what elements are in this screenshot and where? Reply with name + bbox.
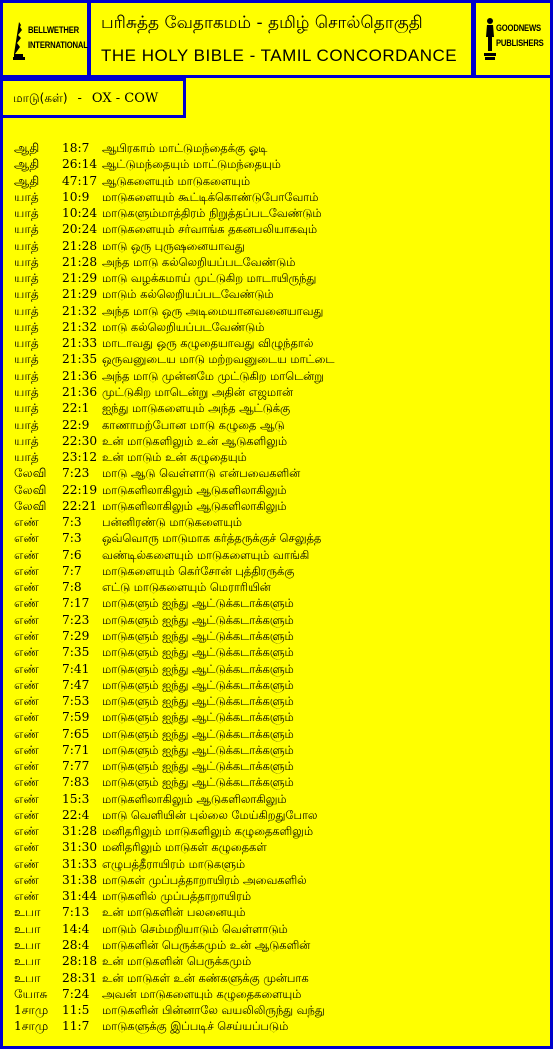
verse-ref: 7:59 [62, 710, 90, 725]
book-abbrev: 1சாமு [14, 1003, 49, 1018]
verse-ref: 22:30 [62, 433, 98, 448]
verse-ref: 28:18 [62, 954, 98, 969]
verse-text: உன் மாடுகளின் பலனையும் [102, 905, 246, 920]
verse-ref: 15:3 [62, 791, 90, 806]
book-abbrev: எண் [14, 824, 40, 839]
verse-text: ஆடுகளையும் மாடுகளையும் [102, 173, 251, 188]
verse-ref: 21:36 [62, 368, 98, 383]
list-item [14, 807, 544, 823]
verse-text: எட்டு மாடுகளையும் மெராரியின் [102, 580, 271, 595]
verse-text: மாடுகளும் ஐந்து ஆட்டுக்கடாக்களும் [102, 742, 294, 757]
concordance-list [14, 140, 544, 1035]
verse-ref: 22:19 [62, 482, 98, 497]
book-abbrev: எண் [14, 563, 40, 578]
verse-text: மாடுகளும் ஐந்து ஆட்டுக்கடாக்களும் [102, 596, 294, 611]
book-abbrev: யோசு [14, 986, 48, 1001]
list-item [14, 709, 544, 725]
book-abbrev: எண் [14, 759, 40, 774]
book-abbrev: எண் [14, 628, 40, 643]
list-item [14, 514, 544, 530]
verse-ref: 14:4 [62, 921, 90, 936]
verse-ref: 7:24 [62, 986, 90, 1001]
book-abbrev: யாத் [14, 319, 39, 334]
list-item [14, 384, 544, 400]
verse-ref: 21:35 [62, 352, 98, 367]
book-abbrev: லேவி [14, 466, 47, 481]
verse-text: மாடுகளும் ஐந்து ஆட்டுக்கடாக்களும் [102, 759, 294, 774]
verse-ref: 7:71 [62, 742, 90, 757]
verse-text: மாடு வெளியின் புல்லை மேய்கிறதுபோல [102, 807, 318, 822]
title-tamil: பரிசுத்த வேதாகமம் - தமிழ் சொல்தொகுதி [101, 13, 423, 33]
verse-text: மாடுகளும் ஐந்து ஆட்டுக்கடாக்களும் [102, 612, 294, 627]
verse-ref: 7:83 [62, 775, 90, 790]
list-item [14, 921, 544, 937]
book-abbrev: எண் [14, 791, 40, 806]
verse-text: மாடும் கல்லெறியப்படவேண்டும் [102, 287, 274, 302]
list-item [14, 173, 544, 189]
verse-ref: 7:17 [62, 596, 90, 611]
book-abbrev: எண் [14, 856, 40, 871]
list-item [14, 758, 544, 774]
goodnews-logo-text: GOODNEWS PUBLISHERS [496, 23, 544, 48]
goodnews-logo [473, 0, 553, 78]
book-abbrev: எண் [14, 580, 40, 595]
list-item [14, 937, 544, 953]
book-abbrev: யாத் [14, 238, 39, 253]
verse-ref: 22:9 [62, 417, 90, 432]
list-item [14, 270, 544, 286]
title-banner [88, 0, 474, 78]
verse-text: மாடுகளும் ஐந்து ஆட்டுக்கடாக்களும் [102, 726, 294, 741]
verse-text: மாடுகளின் பெருக்கமும் உன் ஆடுகளின் [102, 938, 311, 953]
book-abbrev: எண் [14, 596, 40, 611]
book-abbrev: எண் [14, 661, 40, 676]
verse-ref: 7:13 [62, 905, 90, 920]
list-item [14, 189, 544, 205]
list-item [14, 368, 544, 384]
list-item [14, 433, 544, 449]
book-abbrev: உபா [14, 938, 41, 953]
verse-ref: 23:12 [62, 450, 98, 465]
bellwether-logo [0, 0, 90, 78]
verse-text: மாடும் செம்மறியாடும் வெள்ளாடும் [102, 921, 288, 936]
book-abbrev: ஆதி [14, 157, 40, 172]
verse-text: ஐந்து மாடுகளையும் அந்த ஆட்டுக்கு [102, 401, 291, 416]
list-item [14, 823, 544, 839]
list-item [14, 303, 544, 319]
book-abbrev: யாத் [14, 303, 39, 318]
verse-ref: 26:14 [62, 157, 98, 172]
verse-text: மாடுகளுக்கு இப்படிச் செய்யப்படும் [102, 1019, 289, 1034]
verse-text: மாடுகளையும் சர்வாங்க தகனபலியாகவும் [102, 222, 318, 237]
book-abbrev: எண் [14, 775, 40, 790]
list-item [14, 856, 544, 872]
verse-ref: 7:77 [62, 759, 90, 774]
book-abbrev: யாத் [14, 189, 39, 204]
verse-ref: 7:41 [62, 661, 90, 676]
heading-tamil: மாடு(கள்) [13, 91, 68, 105]
book-abbrev: யாத் [14, 384, 39, 399]
book-abbrev: 1சாமு [14, 1019, 49, 1034]
verse-ref: 28:4 [62, 938, 90, 953]
verse-ref: 7:53 [62, 694, 90, 709]
book-abbrev: யாத் [14, 417, 39, 432]
list-item [14, 254, 544, 270]
verse-ref: 31:33 [62, 856, 98, 871]
list-item [14, 417, 544, 433]
book-abbrev: ஆதி [14, 173, 40, 188]
verse-text: எழுபத்தீராயிரம் மாடுகளும் [102, 856, 246, 871]
verse-text: அந்த மாடு முன்னமே முட்டுகிற மாடென்று [102, 368, 324, 383]
verse-text: உன் மாடுகள் உன் கண்களுக்கு முன்பாக [102, 970, 309, 985]
book-abbrev: எண் [14, 515, 40, 530]
verse-ref: 31:28 [62, 824, 98, 839]
goodnews-icon [483, 17, 497, 61]
list-item [14, 449, 544, 465]
list-item [14, 742, 544, 758]
entry-heading [13, 91, 158, 107]
book-abbrev: உபா [14, 905, 41, 920]
verse-text: முட்டுகிற மாடென்று அதின் எஜமான் [102, 384, 294, 399]
verse-text: மாடாவது ஒரு கழுதையாவது விழுந்தால் [102, 336, 314, 351]
verse-ref: 7:6 [62, 547, 82, 562]
book-abbrev: எண் [14, 710, 40, 725]
list-item [14, 986, 544, 1002]
book-abbrev: உபா [14, 970, 41, 985]
verse-ref: 22:1 [62, 401, 90, 416]
bellwether-logo-text: BELLWETHER INTERNATIONAL [28, 25, 88, 50]
list-item [14, 319, 544, 335]
list-item [14, 774, 544, 790]
verse-text: ஒருவனுடைய மாடு மற்றவனுடைய மாட்டை [102, 352, 335, 367]
verse-text: உன் மாடுகளின் பெருக்கமும் [102, 954, 252, 969]
verse-ref: 31:30 [62, 840, 98, 855]
book-abbrev: எண் [14, 531, 40, 546]
list-item [14, 579, 544, 595]
bellwether-icon [11, 21, 27, 61]
verse-text: மாடுகளும் ஐந்து ஆட்டுக்கடாக்களும் [102, 645, 294, 660]
verse-ref: 7:47 [62, 677, 90, 692]
list-item [14, 563, 544, 579]
verse-text: மனிதரிலும் மாடுகளிலும் கழுதைகளிலும் [102, 824, 314, 839]
verse-ref: 7:23 [62, 466, 90, 481]
book-abbrev: யாத் [14, 401, 39, 416]
entry-heading-box [0, 78, 186, 118]
verse-text: மாடுகளும் ஐந்து ஆட்டுக்கடாக்களும் [102, 775, 294, 790]
verse-text: வண்டில்களையும் மாடுகளையும் வாங்கி [102, 547, 310, 562]
verse-text: ஆட்டுமந்தையும் மாட்டுமந்தையும் [102, 157, 281, 172]
verse-text: மாடுகளின் பின்னாலே வயலிலிருந்து வந்து [102, 1003, 325, 1018]
book-abbrev: யாத் [14, 368, 39, 383]
verse-ref: 7:65 [62, 726, 90, 741]
heading-english: OX - COW [91, 91, 159, 106]
list-item [14, 726, 544, 742]
list-item [14, 595, 544, 611]
verse-ref: 20:24 [62, 222, 98, 237]
title-english: THE HOLY BIBLE - TAMIL CONCORDANCE [101, 46, 458, 65]
verse-text: மாடுகளும் ஐந்து ஆட்டுக்கடாக்களும் [102, 661, 294, 676]
verse-text: மாடுகளிலாகிலும் ஆடுகளிலாகிலும் [102, 482, 287, 497]
book-abbrev: எண் [14, 840, 40, 855]
book-abbrev: யாத் [14, 433, 39, 448]
book-abbrev: யாத் [14, 287, 39, 302]
verse-text: மாடுகளும் ஐந்து ஆட்டுக்கடாக்களும் [102, 710, 294, 725]
verse-text: அந்த மாடு ஒரு அடிமையானவனையாவது [102, 303, 324, 318]
verse-ref: 22:4 [62, 807, 90, 822]
verse-text: மாடுகளும் ஐந்து ஆட்டுக்கடாக்களும் [102, 628, 294, 643]
verse-text: பன்னிரண்டு மாடுகளையும் [102, 515, 242, 530]
verse-ref: 21:36 [62, 384, 98, 399]
list-item [14, 156, 544, 172]
verse-ref: 7:3 [62, 515, 82, 530]
list-item [14, 904, 544, 920]
list-item [14, 498, 544, 514]
verse-ref: 7:29 [62, 628, 90, 643]
list-item [14, 205, 544, 221]
list-item [14, 693, 544, 709]
list-item [14, 482, 544, 498]
heading-dash: - [77, 91, 82, 106]
book-abbrev: உபா [14, 954, 41, 969]
verse-text: மாடு ஒரு புருஷனையாவது [102, 238, 245, 253]
list-item [14, 644, 544, 660]
verse-ref: 21:29 [62, 287, 98, 302]
book-abbrev: எண் [14, 547, 40, 562]
verse-text: மாடு ஆடு வெள்ளாடு என்பவைகளின் [102, 466, 301, 481]
book-abbrev: யாத் [14, 222, 39, 237]
verse-ref: 47:17 [62, 173, 98, 188]
list-item [14, 400, 544, 416]
book-abbrev: யாத் [14, 206, 39, 221]
book-abbrev: ஆதி [14, 141, 40, 155]
verse-ref: 7:35 [62, 645, 90, 660]
list-item [14, 547, 544, 563]
verse-text: மாடுகளில் முப்பத்தாறாயிரம் [102, 889, 252, 904]
book-abbrev: எண் [14, 742, 40, 757]
list-item [14, 661, 544, 677]
verse-ref: 28:31 [62, 970, 98, 985]
list-item [14, 1018, 544, 1034]
verse-ref: 21:32 [62, 319, 98, 334]
verse-ref: 21:29 [62, 271, 98, 286]
verse-text: உன் மாடும் உன் கழுதையும் [102, 450, 247, 465]
verse-ref: 7:8 [62, 580, 82, 595]
list-item [14, 286, 544, 302]
verse-text: அவன் மாடுகளையும் கழுதைகளையும் [102, 986, 302, 1001]
verse-ref: 10:24 [62, 206, 98, 221]
verse-text: மாடு கல்லெறியப்படவேண்டும் [102, 319, 265, 334]
list-item [14, 238, 544, 254]
verse-ref: 31:38 [62, 872, 98, 887]
book-abbrev: எண் [14, 694, 40, 709]
list-item [14, 953, 544, 969]
book-abbrev: எண் [14, 645, 40, 660]
list-item [14, 351, 544, 367]
book-abbrev: எண் [14, 872, 40, 887]
verse-text: மாடுகளிலாகிலும் ஆடுகளிலாகிலும் [102, 791, 287, 806]
verse-text: மாடுகளும்மாத்திரம் நிறுத்தப்படவேண்டும் [102, 206, 322, 221]
verse-ref: 7:23 [62, 612, 90, 627]
verse-ref: 18:7 [62, 141, 90, 155]
list-item [14, 335, 544, 351]
list-item [14, 221, 544, 237]
book-abbrev: லேவி [14, 482, 47, 497]
list-item [14, 1002, 544, 1018]
list-item [14, 791, 544, 807]
book-abbrev: எண் [14, 807, 40, 822]
verse-ref: 21:28 [62, 238, 98, 253]
book-abbrev: யாத் [14, 254, 39, 269]
book-abbrev: லேவி [14, 498, 47, 513]
verse-text: உன் மாடுகளிலும் உன் ஆடுகளிலும் [102, 433, 288, 448]
verse-ref: 11:5 [62, 1003, 90, 1018]
book-abbrev: உபா [14, 921, 41, 936]
verse-ref: 7:7 [62, 563, 82, 578]
list-item [14, 872, 544, 888]
verse-ref: 31:44 [62, 889, 98, 904]
list-item [14, 677, 544, 693]
verse-ref: 22:21 [62, 498, 98, 513]
book-abbrev: எண் [14, 889, 40, 904]
list-item [14, 530, 544, 546]
verse-ref: 21:32 [62, 303, 98, 318]
verse-text: ஆபிரகாம் மாட்டுமந்தைக்கு ஓடி [102, 141, 268, 155]
verse-text: மாடுகளும் ஐந்து ஆட்டுக்கடாக்களும் [102, 694, 294, 709]
verse-text: மாடு வழக்கமாய் முட்டுகிற மாடாயிருந்து [102, 271, 317, 286]
book-abbrev: யாத் [14, 271, 39, 286]
book-abbrev: யாத் [14, 336, 39, 351]
list-item [14, 888, 544, 904]
list-item [14, 839, 544, 855]
verse-text: அந்த மாடு கல்லெறியப்படவேண்டும் [102, 254, 296, 269]
list-item [14, 970, 544, 986]
book-abbrev: எண் [14, 677, 40, 692]
verse-text: மாடுகளும் ஐந்து ஆட்டுக்கடாக்களும் [102, 677, 294, 692]
list-item [14, 612, 544, 628]
book-abbrev: யாத் [14, 352, 39, 367]
book-abbrev: யாத் [14, 450, 39, 465]
book-abbrev: எண் [14, 726, 40, 741]
verse-ref: 21:28 [62, 254, 98, 269]
verse-text: காணாமற்போன மாடு கழுதை ஆடு [102, 417, 285, 432]
verse-ref: 21:33 [62, 336, 98, 351]
verse-ref: 11:7 [62, 1019, 90, 1034]
verse-text: ஒவ்வொரு மாடுமாக கர்த்தருக்குச் செலுத்த [102, 531, 322, 546]
list-item [14, 140, 544, 156]
verse-text: மாடுகளிலாகிலும் ஆடுகளிலாகிலும் [102, 498, 287, 513]
book-abbrev: எண் [14, 612, 40, 627]
verse-ref: 10:9 [62, 189, 90, 204]
verse-text: மாடுகளையும் கூட்டிக்கொண்டுபோவோம் [102, 189, 319, 204]
verse-text: மாடுகள் முப்பத்தாறாயிரம் அவைகளில் [102, 872, 307, 887]
list-item [14, 465, 544, 481]
verse-text: மாடுகளையும் கெர்சோன் புத்திரருக்கு [102, 563, 295, 578]
list-item [14, 628, 544, 644]
verse-ref: 7:3 [62, 531, 82, 546]
verse-text: மனிதரிலும் மாடுகள் கழுதைகள் [102, 840, 267, 855]
